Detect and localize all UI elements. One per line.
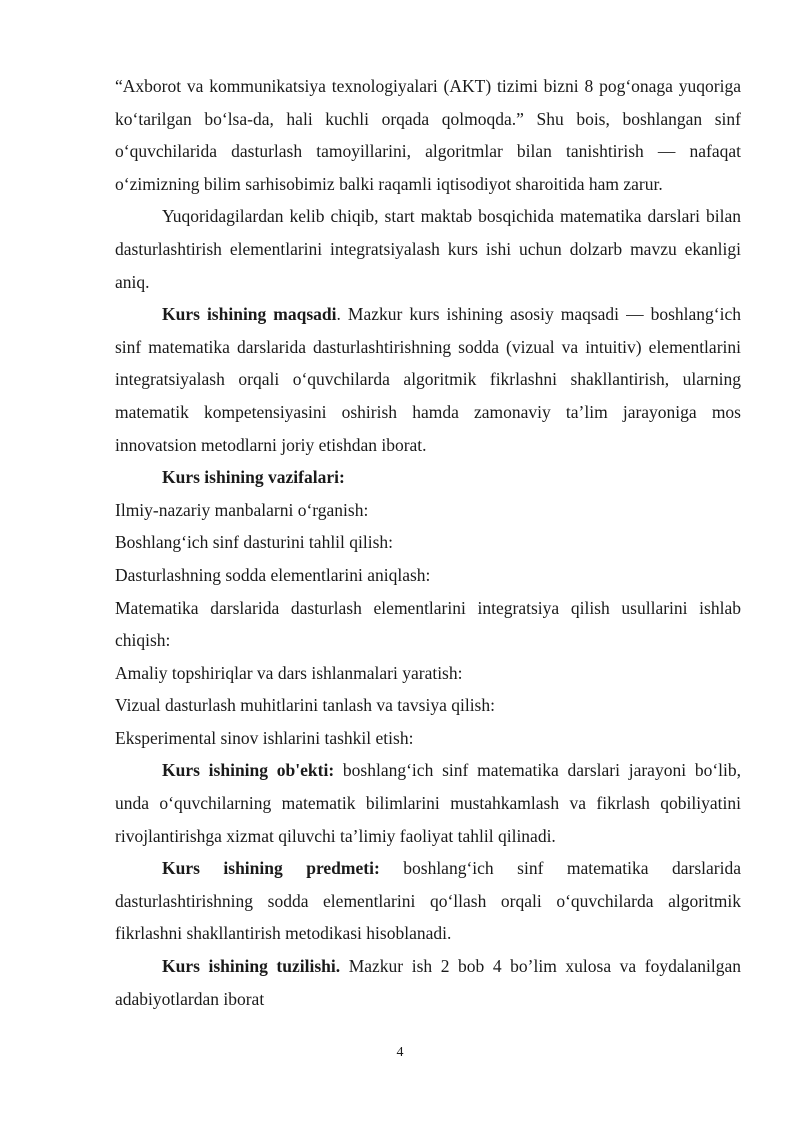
goal-paragraph bbox=[115, 298, 741, 461]
subject-paragraph bbox=[115, 852, 741, 950]
structure-heading: Kurs ishining tuzilishi. bbox=[162, 956, 341, 977]
task-item: Eksperimental sinov ishlarini tashkil etish: bbox=[115, 727, 414, 748]
task-item: Boshlang‘ich sinf dasturini tahlil qilish: bbox=[115, 532, 394, 553]
task-item: Ilmiy-nazariy manbalarni o‘rganish: bbox=[115, 499, 369, 520]
structure-text: Mazkur ish 2 bob 4 bo’lim xulosa va foydalanilgan adabiyotlardan iborat bbox=[115, 956, 741, 1009]
relevance-paragraph: Yuqoridagilardan kelib chiqib, start maktab bosqichida matematika darslari bilan dasturlashtirish elementlarini integratsiyalash kurs ishi uchun dolzarb mavzu ekanligi aniq. bbox=[115, 206, 741, 292]
structure-paragraph bbox=[115, 950, 741, 1015]
object-heading: Kurs ishining ob'ekti: bbox=[162, 760, 335, 781]
task-item: Vizual dasturlash muhitlarini tanlash va tavsiya qilish: bbox=[115, 695, 495, 716]
task-item: Dasturlashning sodda elementlarini aniqlash: bbox=[115, 564, 431, 585]
page-number: 4 bbox=[396, 1045, 404, 1060]
intro-paragraph: “Axborot va kommunikatsiya texnologiyalari (AKT) tizimi bizni 8 pog‘onaga yuqoriga ko‘tarilgan bo‘lsa-da, hali kuchli orqada qolmoqda.” Shu bois, boshlangan sinf o‘quvchilarida dasturlash tamoyillarini, algoritmlar bilan tanishtirish — nafaqat o‘zimizning bilim sarhisobimiz balki raqamli iqtisodiyot sharoitida ham zarur. bbox=[115, 76, 741, 194]
task-item: Amaliy topshiriqlar va dars ishlanmalari yaratish: bbox=[115, 662, 463, 683]
document-body bbox=[115, 70, 741, 1015]
task-item: Matematika darslarida dasturlash elementlarini integratsiya qilish usullarini ishlab chiqish: bbox=[115, 597, 741, 651]
goal-text: . Mazkur kurs ishining asosiy maqsadi — boshlang‘ich sinf matematika darslarida dasturlashtirishning sodda (vizual va intuitiv) elementlarini integratsiyalash orqali o‘quvchilarda algoritmik fikrlashni shakllantirish, ularning matematik kompetensiyasini oshirish hamda zamonaviy ta’lim jarayoniga mos innovatsion metodlarni joriy etishdan iborat. bbox=[115, 304, 741, 455]
tasks-heading-paragraph bbox=[115, 461, 741, 494]
goal-heading: Kurs ishining maqsadi bbox=[162, 304, 337, 325]
object-text: boshlang‘ich sinf matematika darslari jarayoni bo‘lib, unda o‘quvchilarning matematik bilimlarini mustahkamlash va fikrlash qobiliyatini rivojlantirishga xizmat qiluvchi ta’limiy faoliyat tahlil qilinadi. bbox=[115, 760, 741, 846]
tasks-heading: Kurs ishining vazifalari: bbox=[162, 467, 345, 488]
object-paragraph bbox=[115, 754, 741, 852]
subject-text: boshlang‘ich sinf matematika darslarida dasturlashtirishning sodda elementlarini qo‘llash orqali o‘quvchilarda algoritmik fikrlashni shakllantirish metodikasi hisoblanadi. bbox=[115, 858, 741, 944]
subject-heading: Kurs ishining predmeti: bbox=[162, 858, 380, 879]
